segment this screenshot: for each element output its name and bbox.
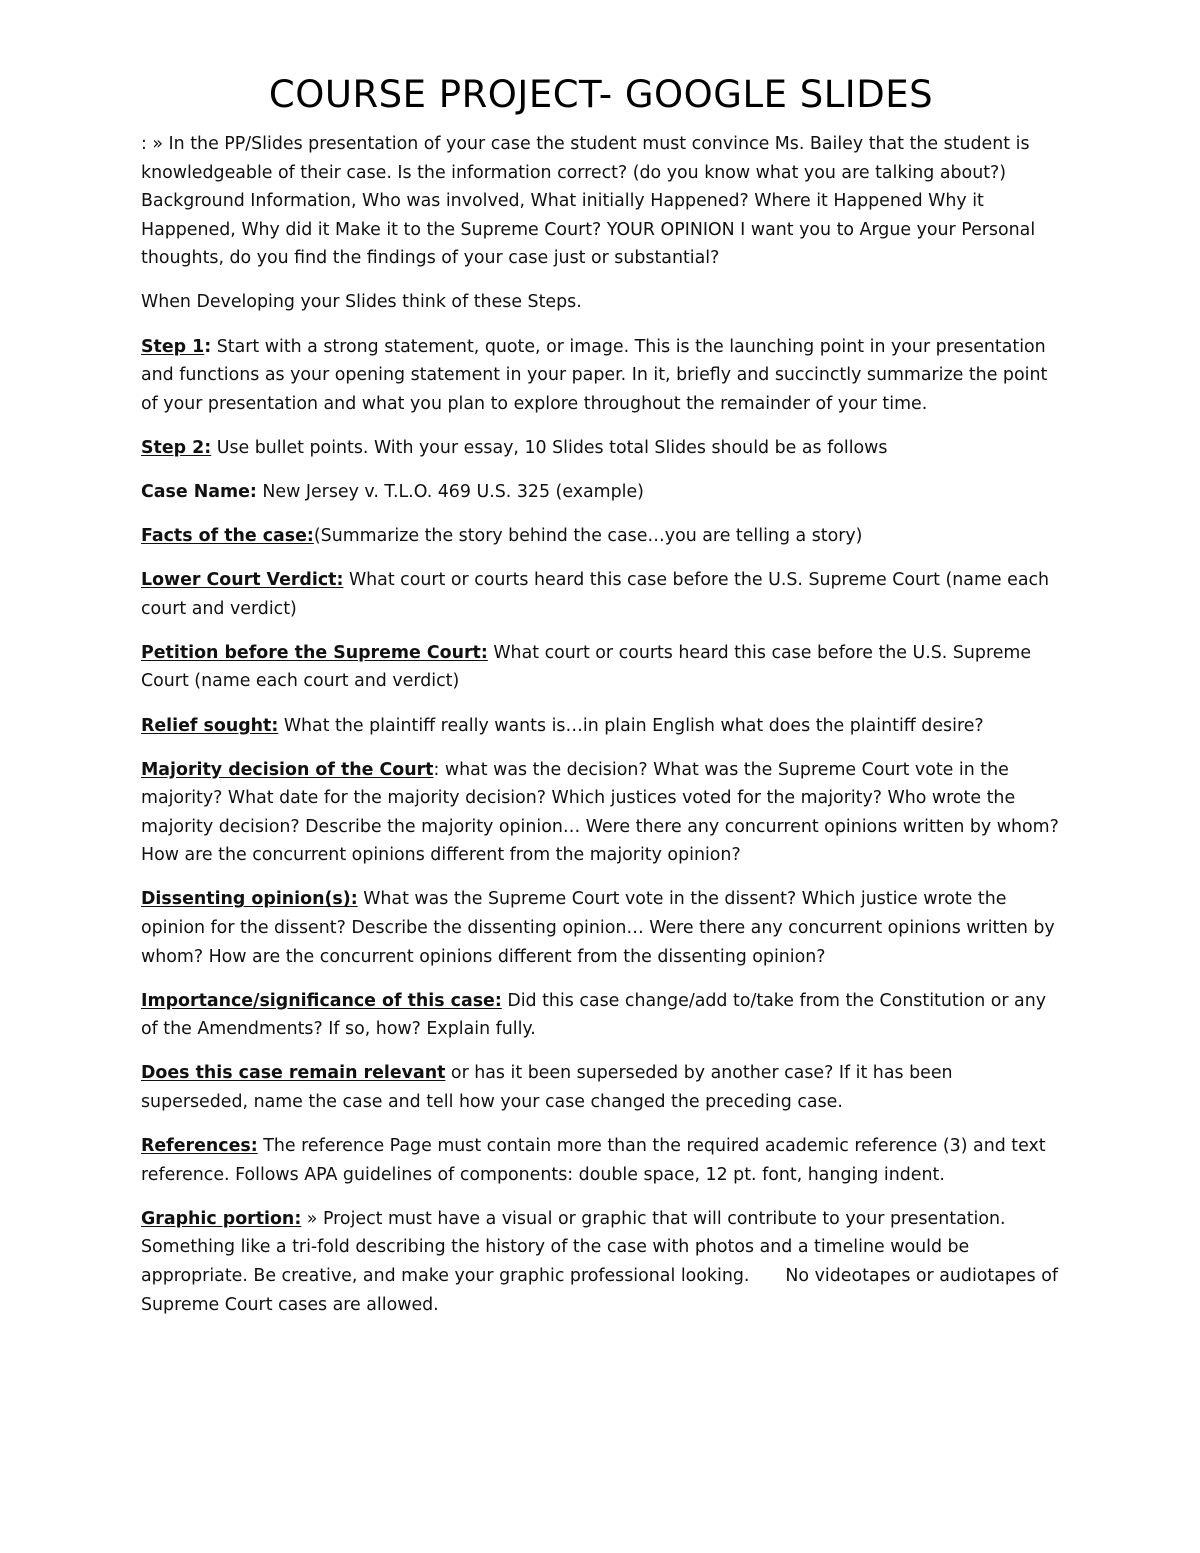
petition-label: Petition before the Supreme Court: [141,642,488,663]
petition-text: What court or courts heard this case before the U.S. Supreme Court (name each court and verdict) [141,642,1032,692]
facts-label: Facts of the case: [141,526,314,547]
importance-paragraph [141,987,1061,1044]
importance-label: Importance/significance of this case: [141,990,502,1011]
facts-text: (Summarize the story behind the case…you are telling a story) [313,526,863,547]
developing-paragraph [141,288,1061,317]
majority-label: Majority decision of the Court [141,759,434,780]
references-paragraph [141,1132,1061,1189]
step2-paragraph [141,434,1061,463]
intro-text: : » In the PP/Slides presentation of your case the student must convince Ms. Bailey that the student is knowledgeable of their case. Is the information correct? (do you know what you are talking about?) Background Information, Who was involved, What initially Happened? Where it Happened Why it Happened, Why did it Make it to the Supreme Court? YOUR OPINION I want you to Argue your Personal thoughts, do you find the findings of your case just or substantial? [141,134,1036,269]
references-text: The reference Page must contain more than the required academic reference (3) and text reference. Follows APA guidelines of components: double space, 12 pt. font, hanging indent. [141,1136,1046,1185]
importance-text: Did this case change/add to/take from the Constitution or any of the Amendments? If so, how? Explain fully. [141,990,1047,1040]
step1-label: Step 1 [141,336,205,357]
graphic-paragraph [141,1205,1061,1319]
developing-text: When Developing your Slides think of these Steps. [141,292,582,313]
petition-paragraph [141,639,1061,696]
majority-paragraph [141,756,1061,870]
intro-paragraph [141,130,1061,273]
majority-text: : what was the decision? What was the Supreme Court vote in the majority? What date for the majority decision? Which justices voted for the majority? Who wrote the majority decision? Describe the majority opinion… Were there any concurrent opinions written by whom? How are the concurrent opinions different from the majority opinion? [141,759,1059,866]
case-name-label: Case Name: [141,481,257,502]
relevant-label: Does this case remain relevant [141,1063,446,1084]
step1-paragraph [141,333,1061,419]
relief-paragraph [141,712,1061,741]
facts-paragraph [141,522,1061,551]
dissent-paragraph [141,885,1061,971]
dissent-text: What was the Supreme Court vote in the dissent? Which justice wrote the opinion for the dissent? Describe the dissenting opinion… Were there any concurrent opinions written by whom? How are the concurrent opinions different from the dissenting opinion? [141,889,1055,967]
dissent-label: Dissenting opinion(s): [141,889,358,910]
case-name-paragraph [141,478,1061,507]
step2-text: Use bullet points. With your essay, 10 Slides total Slides should be as follows [211,437,888,458]
graphic-text: » Project must have a visual or graphic that will contribute to your presentation. Something like a tri-fold describing the history of the case with photos and a timeline would be appropriate. Be creative, and make your graphic professional looking. [141,1208,1006,1286]
lower-court-text: What court or courts heard this case before the U.S. Supreme Court (name each court and verdict) [141,570,1050,619]
lower-court-label: Lower Court Verdict: [141,570,344,591]
relevant-text: or has it been superseded by another case? If it has been superseded, name the case and tell how your case changed the preceding case. [141,1063,953,1113]
graphic-label: Graphic portion: [141,1208,302,1229]
step2-label: Step 2: [141,437,212,458]
graphic-text-2: No videotapes or audiotapes of Supreme Court cases are allowed. [141,1266,1058,1315]
step1-text: Start with a strong statement, quote, or image. This is the launching point in your presentation and functions as your opening statement in your paper. In it, briefly and succinctly summarize the point of your presentation and what you plan to explore throughout the remainder of your time. [141,336,1048,414]
step1-colon: : [204,336,212,357]
document-page [141,70,1061,1335]
relief-text: What the plaintiff really wants is…in plain English what does the plaintiff desire? [278,715,984,736]
case-name-text: New Jersey v. T.L.O. 469 U.S. 325 (example) [256,481,644,502]
references-label: References: [141,1136,258,1157]
lower-court-paragraph [141,566,1061,623]
relevant-paragraph [141,1059,1061,1116]
relief-label: Relief sought: [141,715,279,736]
page-title: COURSE PROJECT- GOOGLE SLIDES [268,73,934,116]
